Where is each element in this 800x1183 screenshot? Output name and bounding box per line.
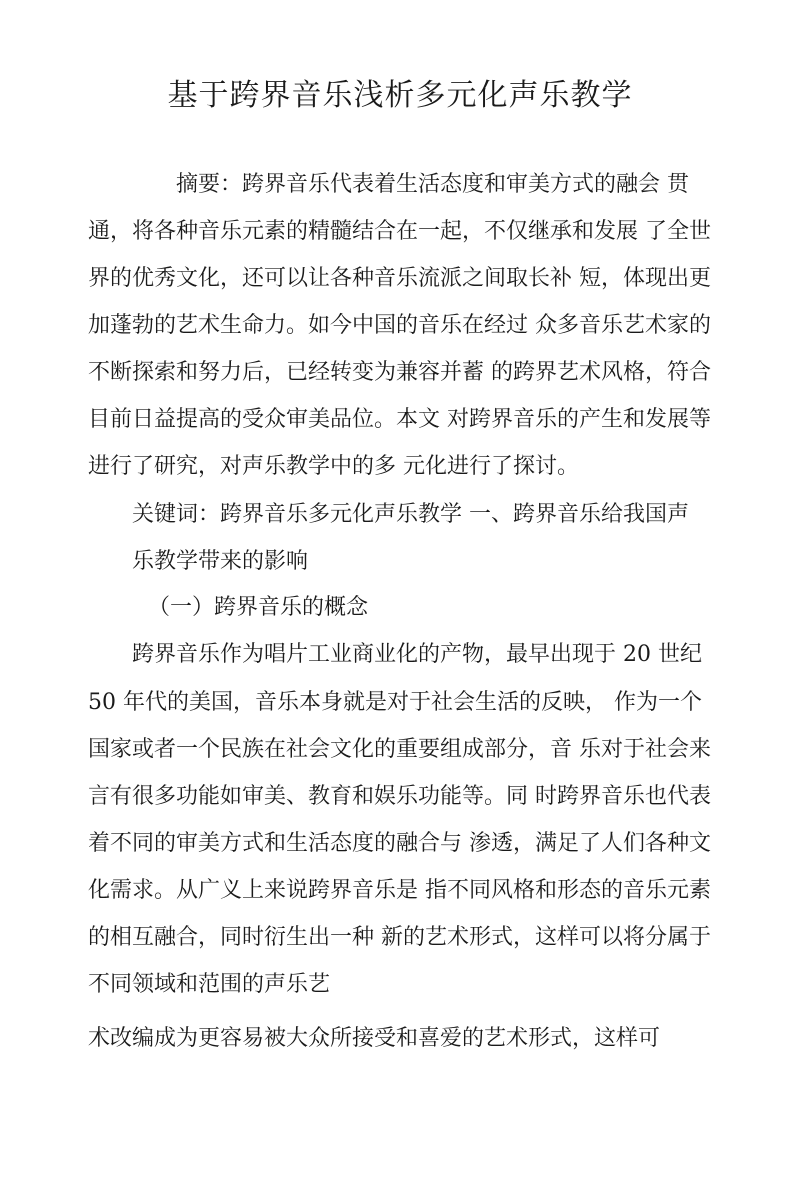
body-line-5: 着不同的审美方式和生活态度的融合与 渗透，满足了人们各种文 (88, 831, 711, 856)
abstract-line-3: 界的优秀文化，还可以让各种音乐流派之间取长补 短，体现出更 (88, 266, 711, 291)
section-heading: （一）跨界音乐的概念 (148, 595, 369, 620)
keywords-line-1: 关键词：跨界音乐多元化声乐教学 一、跨界音乐给我国声 (132, 502, 689, 527)
keywords-line-2: 乐教学带来的影响 (132, 549, 309, 574)
abstract-line-2: 通，将各种音乐元素的精髓结合在一起，不仅继承和发展 了全世 (88, 219, 711, 244)
body-line-2: 50 年代的美国，音乐本身就是对于社会生活的反映， 作为一个 (88, 690, 702, 715)
body-line-8: 不同领域和范围的声乐艺 (88, 972, 331, 997)
abstract-line-5: 不断探索和努力后，已经转变为兼容并蓄 的跨界艺术风格，符合 (88, 360, 711, 385)
body-line-9: 术改编成为更容易被大众所接受和喜爱的艺术形式，这样可 (88, 1026, 661, 1051)
abstract-line-4: 加蓬勃的艺术生命力。如今中国的音乐在经过 众多音乐艺术家的 (88, 313, 711, 338)
body-line-4: 言有很多功能如审美、教育和娱乐功能等。同 时跨界音乐也代表 (88, 784, 711, 809)
body-line-6: 化需求。从广义上来说跨界音乐是 指不同风格和形态的音乐元素 (88, 878, 711, 903)
document-title: 基于跨界音乐浅析多元化声乐教学 (167, 78, 633, 113)
body-line-7: 的相互融合，同时衍生出一种 新的艺术形式，这样可以将分属于 (88, 925, 711, 950)
abstract-line-1: 摘要：跨界音乐代表着生活态度和审美方式的融会 贯 (176, 172, 689, 197)
body-line-3: 国家或者一个民族在社会文化的重要组成部分，音 乐对于社会来 (88, 737, 711, 762)
abstract-line-7: 进行了研究，对声乐教学中的多 元化进行了探讨。 (88, 454, 579, 479)
abstract-line-6: 目前日益提高的受众审美品位。本文 对跨界音乐的产生和发展等 (88, 407, 711, 432)
body-line-1: 跨界音乐作为唱片工业商业化的产物，最早出现于 20 世纪 (132, 642, 702, 667)
